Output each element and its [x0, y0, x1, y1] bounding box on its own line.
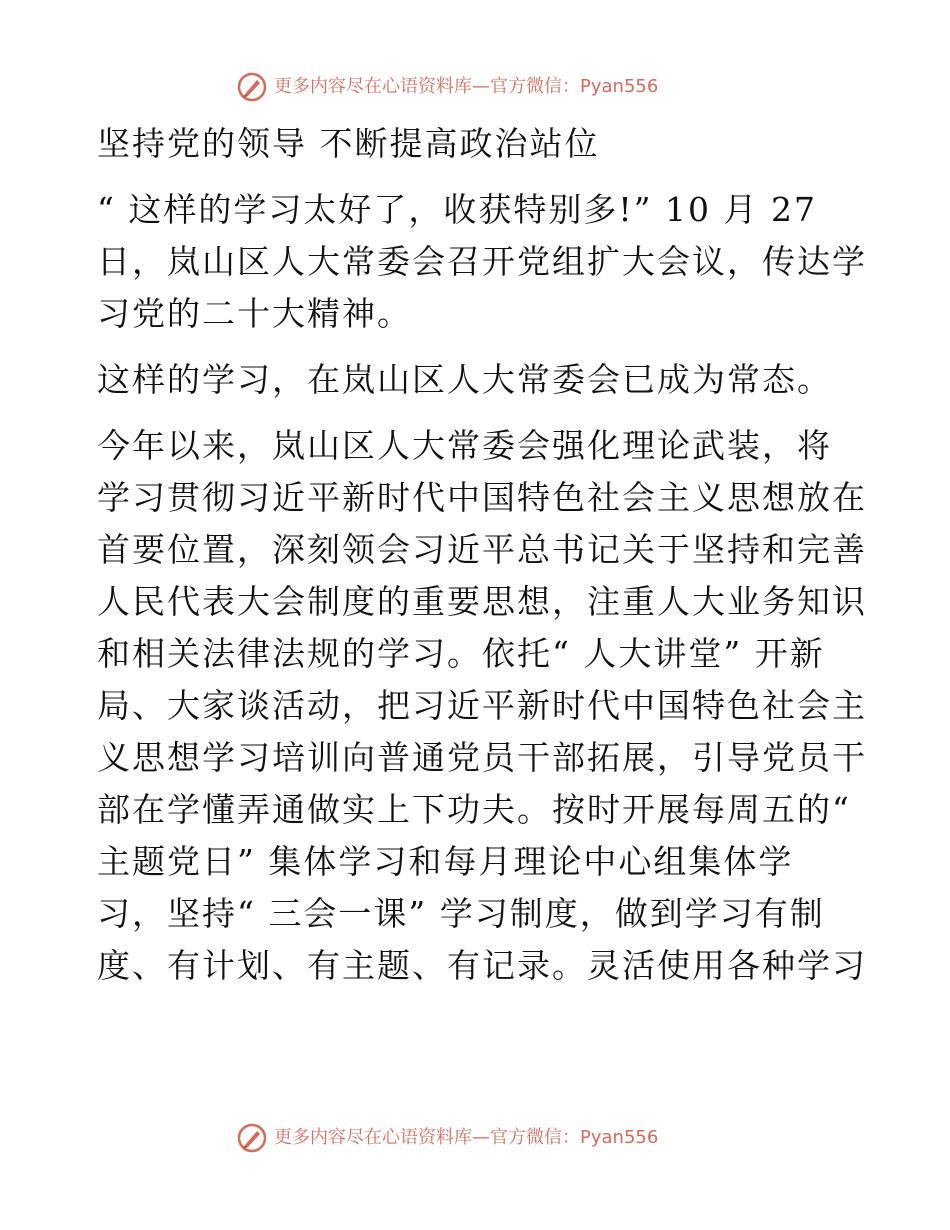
- text-line: 度、有计划、有主题、有记录。灵活使用各种学习: [97, 946, 867, 985]
- watermark-text: 更多内容尽在心语资料库—官方微信：Pyan556: [274, 1127, 659, 1148]
- paragraph-3: [97, 420, 867, 992]
- text-line: 部在学懂弄通做实上下功夫。按时开展每周五的“: [97, 790, 851, 829]
- text-line: 今年以来，岚山区人大常委会强化理论武装，将: [97, 426, 832, 465]
- watermark-header: [236, 71, 658, 103]
- text-line: 首要位置，深刻领会习近平总书记关于坚持和完善: [97, 530, 867, 569]
- text-line: 习，坚持“ 三会一课” 学习制度，做到学习有制: [97, 894, 825, 933]
- text-line: 习党的二十大精神。: [97, 294, 412, 333]
- document-body: [97, 118, 867, 1006]
- text-line: 义思想学习培训向普通党员干部拓展，引导党员干: [97, 738, 867, 777]
- watermark-text: 更多内容尽在心语资料库—官方微信：Pyan556: [274, 76, 659, 97]
- paragraph-heading: [97, 118, 849, 170]
- text-line: 这样的学习，在岚山区人大常委会已成为常态。: [97, 360, 832, 399]
- text-line: 和相关法律法规的学习。依托“ 人大讲堂” 开新: [97, 634, 825, 673]
- text-line: 坚持党的领导 不断提高政治站位: [97, 124, 600, 163]
- text-line: “ 这样的学习太好了，收获特别多!” 10 月 27: [97, 190, 817, 229]
- watermark-footer: [236, 1122, 658, 1154]
- paragraph-2: [97, 354, 849, 406]
- pen-logo-icon: [236, 1122, 268, 1154]
- text-line: 人民代表大会制度的重要思想，注重人大业务知识: [97, 582, 867, 621]
- text-line: 主题党日” 集体学习和每月理论中心组集体学: [97, 842, 794, 881]
- paragraph-1: [97, 184, 867, 340]
- pen-logo-icon: [236, 71, 268, 103]
- text-line: 局、大家谈活动，把习近平新时代中国特色社会主: [97, 686, 867, 725]
- text-line: 学习贯彻习近平新时代中国特色社会主义思想放在: [97, 478, 867, 517]
- text-line: 日，岚山区人大常委会召开党组扩大会议，传达学: [97, 242, 867, 281]
